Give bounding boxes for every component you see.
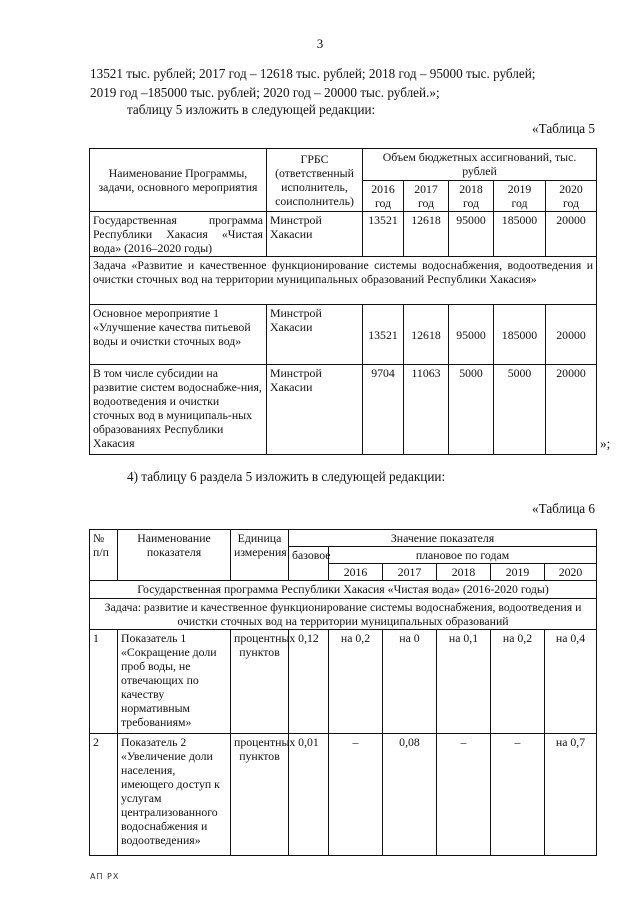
t6-cell-value: на 0,4 (545, 630, 597, 734)
t6-row-program (90, 581, 597, 599)
intro-line-3: таблицу 5 изложить в следующей редакции: (127, 102, 376, 117)
t5-row-activity (90, 305, 597, 365)
t5-cell-value: 95000 (449, 305, 494, 365)
t5-row-task (90, 257, 597, 305)
t5-cell-name: Основное мероприятие 1 «Улучшение качества питьевой воды и очистки сточных вод» (90, 305, 267, 365)
t5-cell-name: Государственная программа Республики Хакасия «Чистая вода» (2016–2020 годы) (90, 212, 267, 257)
t5-cell-value: 20000 (546, 365, 597, 455)
t5-cell-grbs: Минстрой Хакасии (267, 305, 363, 365)
table5-end-quote: »; (600, 436, 611, 451)
t6-cell-value: на 0,2 (491, 630, 545, 734)
table-6 (89, 529, 597, 856)
t5-row-program (90, 212, 597, 257)
t5-cell-value: 20000 (546, 305, 597, 365)
intro-line-1: 13521 тыс. рублей; 2017 год – 12618 тыс. рублей; 2018 год – 95000 тыс. рублей; (90, 66, 536, 81)
t6-header-value: Значение показателя (289, 530, 597, 547)
item-4-text: 4) таблицу 6 раздела 5 изложить в следующей редакции: (127, 469, 446, 484)
t5-cell-value: 12618 (404, 212, 449, 257)
t6-cell-value: – (329, 734, 383, 856)
t6-row-indicator-1 (90, 630, 597, 734)
t5-task-text: Задача «Развитие и качественное функционирование системы водоснабжения, водоотведения и очистки сточных вод на территории муниципальных образований Республики Хакасия» (90, 257, 597, 305)
t6-header-name: Наименование показателя (118, 530, 231, 581)
t6-cell-name: Показатель 2 «Увеличение доли населения, имеющего доступ к услугам централизованного водоснабжения и водоотведения» (118, 734, 231, 856)
t6-cell-value: 0,08 (383, 734, 437, 856)
t5-year-2017: 2017 год (404, 181, 449, 212)
t5-year-2016: 2016 год (363, 181, 404, 212)
t5-cell-name: В том числе субсидии на развитие систем водоснабже-ния, водоотведения и очистки сточных вод в муниципаль-ных образованиях Республики Хакасия (90, 365, 267, 455)
t6-header-num: № п/п (90, 530, 118, 581)
t6-task-text: Задача: развитие и качественное функционирование системы водоснабжения, водоотведения и очистки сточных вод на территории муниципальных образований (90, 599, 597, 630)
t6-cell-num: 1 (90, 630, 118, 734)
page-number: 3 (316, 36, 324, 51)
t6-cell-unit: процентных пунктов (231, 630, 289, 734)
t6-cell-value: на 0 (383, 630, 437, 734)
t5-cell-value: 13521 (363, 212, 404, 257)
t5-cell-value: 20000 (546, 212, 597, 257)
t6-row-indicator-2 (90, 734, 597, 856)
t6-year-2018: 2018 (437, 564, 491, 581)
t5-cell-value: 5000 (449, 365, 494, 455)
t6-cell-value: на 0,2 (329, 630, 383, 734)
t5-year-2020: 2020 год (546, 181, 597, 212)
t5-cell-grbs: Минстрой Хакасии (267, 212, 363, 257)
t5-cell-value: 13521 (363, 305, 404, 365)
t6-year-2019: 2019 (491, 564, 545, 581)
t6-year-2020: 2020 (545, 564, 597, 581)
t5-cell-grbs: Минстрой Хакасии (267, 365, 363, 455)
t6-year-2016: 2016 (329, 564, 383, 581)
table6-label: «Таблица 6 (532, 501, 595, 516)
t6-cell-value: на 0,7 (545, 734, 597, 856)
t6-program-text: Государственная программа Республики Хакасия «Чистая вода» (2016-2020 годы) (90, 581, 597, 599)
t6-cell-base: 0,01 (289, 734, 329, 856)
t5-cell-value: 185000 (494, 212, 546, 257)
intro-line-2: 2019 год –185000 тыс. рублей; 2020 год – 20000 тыс. рублей.»; (90, 85, 440, 100)
t6-header-unit: Единица измерения (231, 530, 289, 581)
t5-header-name: Наименование Программы, задачи, основного мероприятия (90, 149, 267, 212)
t5-cell-value: 11063 (404, 365, 449, 455)
t6-cell-value: – (437, 734, 491, 856)
t5-cell-value: 185000 (494, 305, 546, 365)
t6-cell-name: Показатель 1 «Сокращение доли проб воды, не отвечающих по качеству нормативным требованиям» (118, 630, 231, 734)
t5-year-2019: 2019 год (494, 181, 546, 212)
t5-cell-value: 5000 (494, 365, 546, 455)
t6-cell-value: – (491, 734, 545, 856)
footer-mark: АП РХ (90, 872, 120, 881)
t6-header-plan: плановое по годам (329, 547, 597, 564)
t5-cell-value: 12618 (404, 305, 449, 365)
t6-row-task (90, 599, 597, 630)
t5-header-grbs: ГРБС (ответственный исполнитель, соисполнитель) (267, 149, 363, 212)
t6-year-2017: 2017 (383, 564, 437, 581)
t6-cell-value: на 0,1 (437, 630, 491, 734)
t6-cell-base: 0,12 (289, 630, 329, 734)
t6-header-base: базовое (289, 547, 329, 581)
t5-cell-value: 95000 (449, 212, 494, 257)
t5-year-2018: 2018 год (449, 181, 494, 212)
table5-label: «Таблица 5 (532, 121, 595, 136)
t6-cell-unit: процентных пунктов (231, 734, 289, 856)
t5-row-subsidy (90, 365, 597, 455)
table-5 (89, 148, 597, 455)
t6-cell-num: 2 (90, 734, 118, 856)
t5-cell-value: 9704 (363, 365, 404, 455)
t5-header-budget: Объем бюджетных ассигнований, тыс. рублей (363, 149, 597, 181)
